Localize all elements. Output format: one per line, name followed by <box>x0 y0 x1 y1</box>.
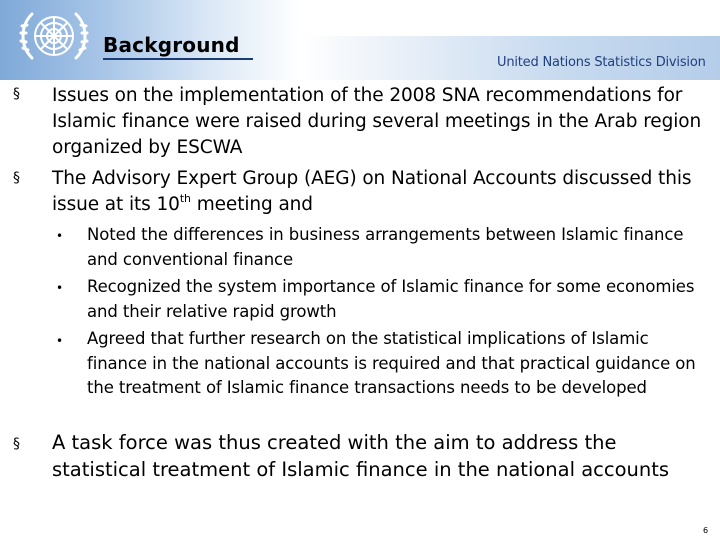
bullet-square-icon: § <box>13 86 20 102</box>
ordinal-suffix: th <box>179 192 191 205</box>
bullet-dot-icon: • <box>56 229 64 243</box>
bullet-2-text-start: The Advisory Expert Group (AEG) on National Accounts discussed this issue at its 10 <box>52 168 692 215</box>
title-underline <box>103 58 253 60</box>
bullet-dot-icon: • <box>56 334 64 348</box>
bullet-1-text: Issues on the implementation of the 2008 SNA recommendations for Islamic finance were raised during several meetings in the Arab region organized by ESCWA <box>52 85 702 158</box>
bullet-dot-icon: • <box>56 281 64 295</box>
bullet-2-text-end: meeting and <box>190 194 313 215</box>
bullet-2-text <box>52 166 702 218</box>
sub-bullet-3-text: Agreed that further research on the statistical implications of Islamic finance in the national accounts is required and that practical guidance on the treatment of Islamic finance transactions needs to be developed <box>87 329 696 397</box>
bullet-square-icon: § <box>13 436 20 452</box>
bullet-square-icon: § <box>13 170 20 186</box>
slide-title: Background <box>103 33 240 57</box>
page-number: 6 <box>703 526 709 535</box>
slide-header <box>0 0 720 80</box>
un-emblem-icon <box>14 6 94 72</box>
sub-bullet-1-text: Noted the differences in business arrangements between Islamic finance and conventional finance <box>87 225 684 269</box>
bullet-3-text: A task force was thus created with the aim to address the statistical treatment of Islamic finance in the national accounts <box>52 431 670 481</box>
sub-bullet-2-text: Recognized the system importance of Islamic finance for some economies and their relative rapid growth <box>87 277 695 321</box>
division-name: United Nations Statistics Division <box>497 55 706 70</box>
